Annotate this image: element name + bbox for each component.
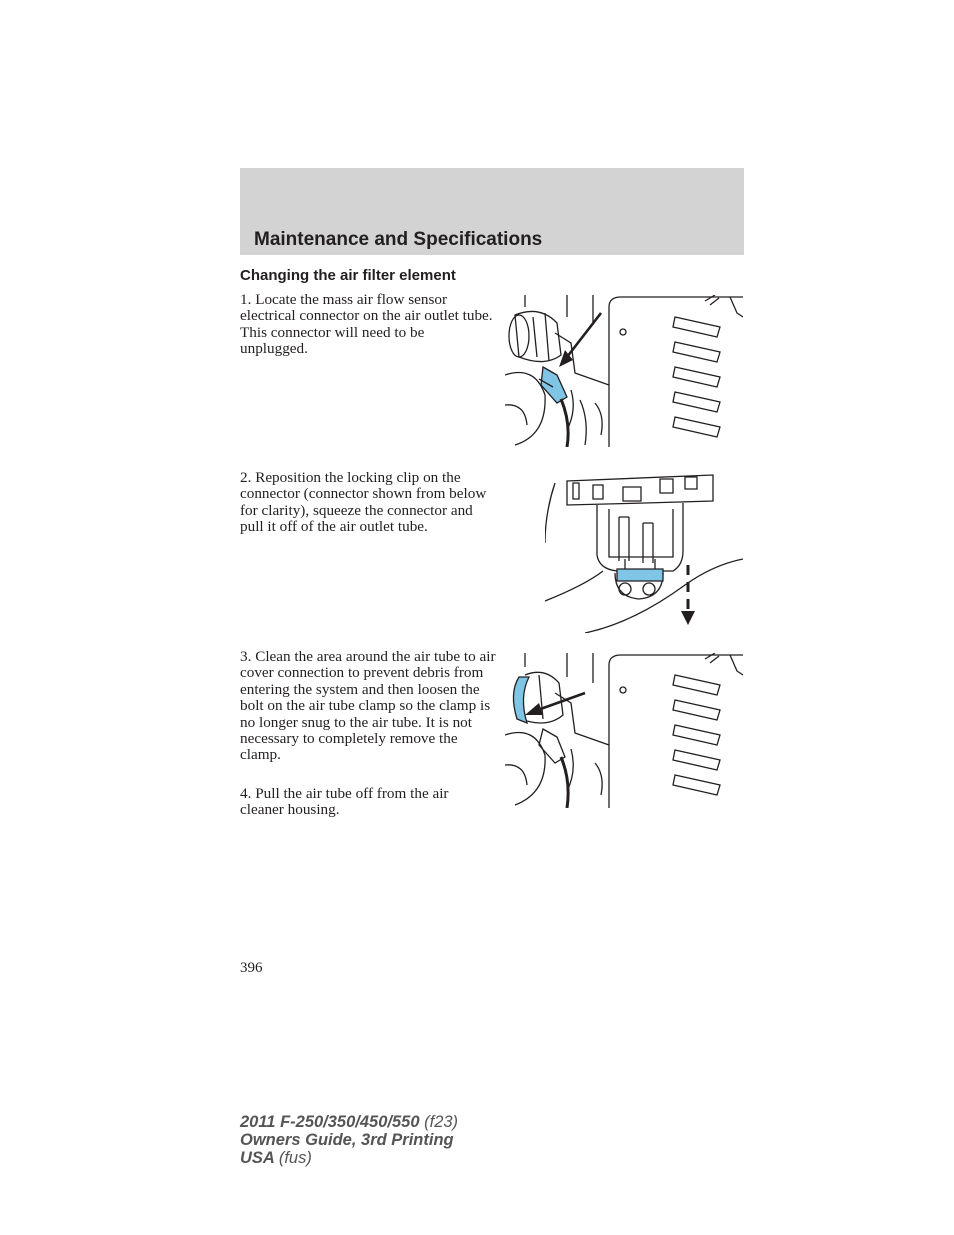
step-4-text: 4. Pull the air tube off from the air cleaner housing. [240, 785, 449, 819]
footer-model: 2011 F-250/350/450/550 [240, 1113, 420, 1131]
step-1-text: 1. Locate the mass air flow sensor electrical connector on the air outlet tube. This connector will need to be unplugged. [240, 291, 493, 358]
maf-connector-figure [505, 295, 743, 447]
section-title: Maintenance and Specifications [254, 229, 543, 250]
footer-print-info [240, 1113, 458, 1167]
subheading: Changing the air filter element [240, 267, 456, 284]
page-number: 396 [240, 960, 263, 976]
step-3-text: 3. Clean the area around the air tube to air cover connection to prevent debris from entering the system and then loosen the bolt on the air tube clamp so the clamp is no longer snug to the air tube. It is not necessary to completely remove the clamp. [240, 648, 496, 764]
air-tube-clamp-figure [505, 653, 743, 808]
footer-line-2: Owners Guide, 3rd Printing [240, 1131, 454, 1149]
footer-model-code: (f23) [424, 1113, 459, 1131]
footer-region: USA [240, 1149, 275, 1167]
section-header-band [240, 168, 744, 255]
footer-line-3 [240, 1149, 458, 1167]
step-2-text: 2. Reposition the locking clip on the connector (connector shown from below for clarity), squeeze the connector and pull it off of the air outlet tube. [240, 469, 487, 536]
footer-line-1 [240, 1113, 458, 1131]
locking-clip-figure [545, 473, 743, 633]
footer-region-code: (fus) [278, 1149, 312, 1167]
